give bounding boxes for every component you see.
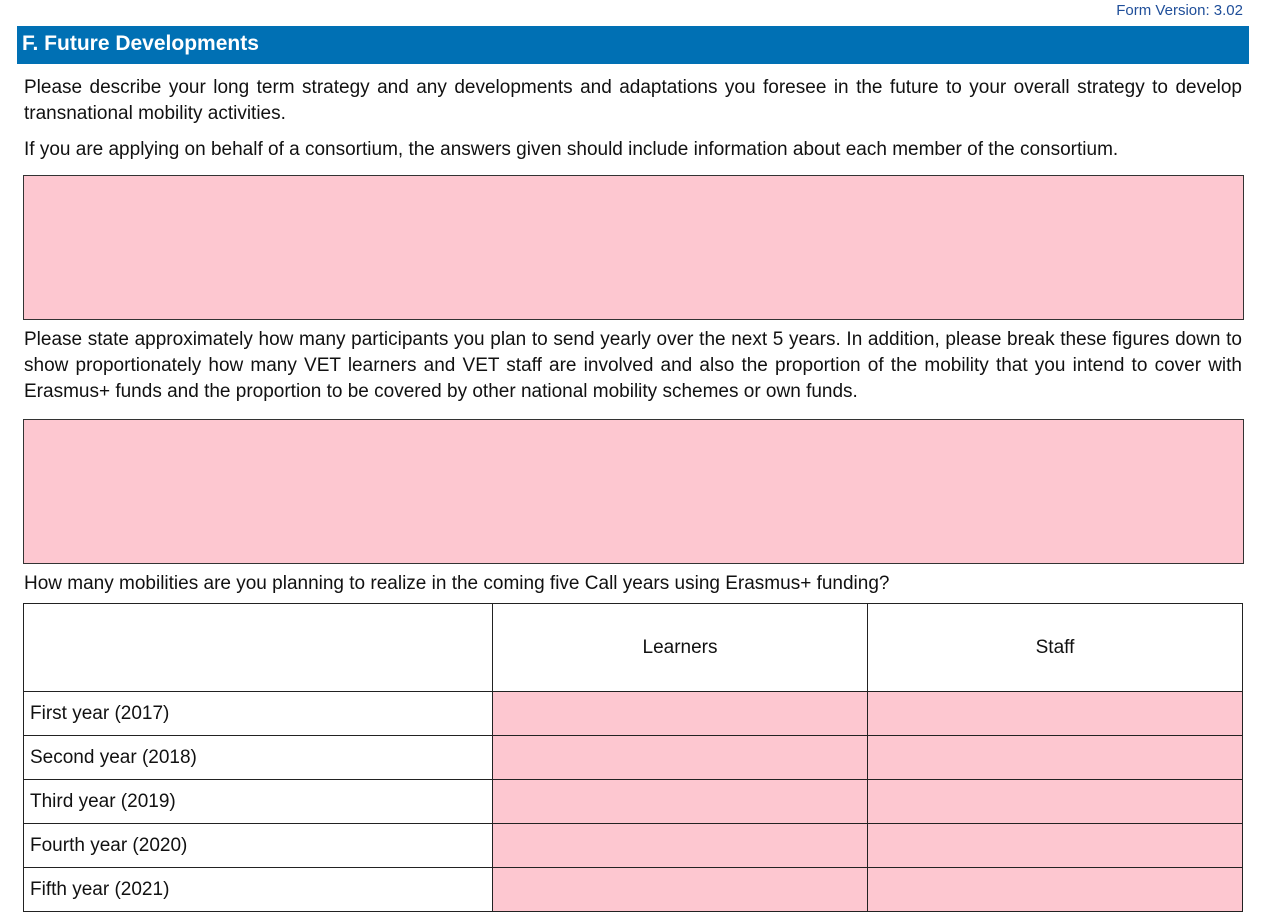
- header-blank: [24, 604, 493, 692]
- table-row: [24, 780, 1243, 824]
- table-header-row: [24, 604, 1243, 692]
- row-label: Fourth year (2020): [24, 824, 493, 868]
- mobilities-question: How many mobilities are you planning to realize in the coming five Call years using Erasmus+ funding?: [24, 573, 890, 594]
- staff-input[interactable]: [868, 692, 1243, 736]
- table-row: [24, 824, 1243, 868]
- row-label: Second year (2018): [24, 736, 493, 780]
- learners-input[interactable]: [493, 736, 868, 780]
- table-row: [24, 692, 1243, 736]
- learners-input[interactable]: [493, 780, 868, 824]
- row-label: Third year (2019): [24, 780, 493, 824]
- strategy-question: Please describe your long term strategy and any developments and adaptations you foresee in the future to your overall strategy to develop transnational mobility activities.: [24, 77, 1242, 124]
- form-version: Form Version: 3.02: [1116, 2, 1243, 19]
- row-label: First year (2017): [24, 692, 493, 736]
- table-row: [24, 868, 1243, 912]
- mobilities-table: [23, 603, 1242, 912]
- learners-input[interactable]: [493, 824, 868, 868]
- participants-answer-field[interactable]: [23, 419, 1244, 564]
- row-label: Fifth year (2021): [24, 868, 493, 912]
- consortium-note: If you are applying on behalf of a consortium, the answers given should include information about each member of the consortium.: [24, 139, 1119, 160]
- staff-input[interactable]: [868, 736, 1243, 780]
- staff-input[interactable]: [868, 780, 1243, 824]
- staff-input[interactable]: [868, 824, 1243, 868]
- participants-question: Please state approximately how many participants you plan to send yearly over the next 5 years. In addition, please break these figures down to show proportionately how many VET learners and VET staff are involved and also the proportion of the mobility that you intend to cover with Erasmus+ funds and the proportion to be covered by other national mobility schemes or own funds.: [24, 329, 1242, 402]
- header-staff: Staff: [868, 604, 1243, 692]
- strategy-answer-field[interactable]: [23, 175, 1244, 320]
- staff-input[interactable]: [868, 868, 1243, 912]
- learners-input[interactable]: [493, 692, 868, 736]
- learners-input[interactable]: [493, 868, 868, 912]
- table-row: [24, 736, 1243, 780]
- section-header: F. Future Developments: [17, 26, 1249, 64]
- header-learners: Learners: [493, 604, 868, 692]
